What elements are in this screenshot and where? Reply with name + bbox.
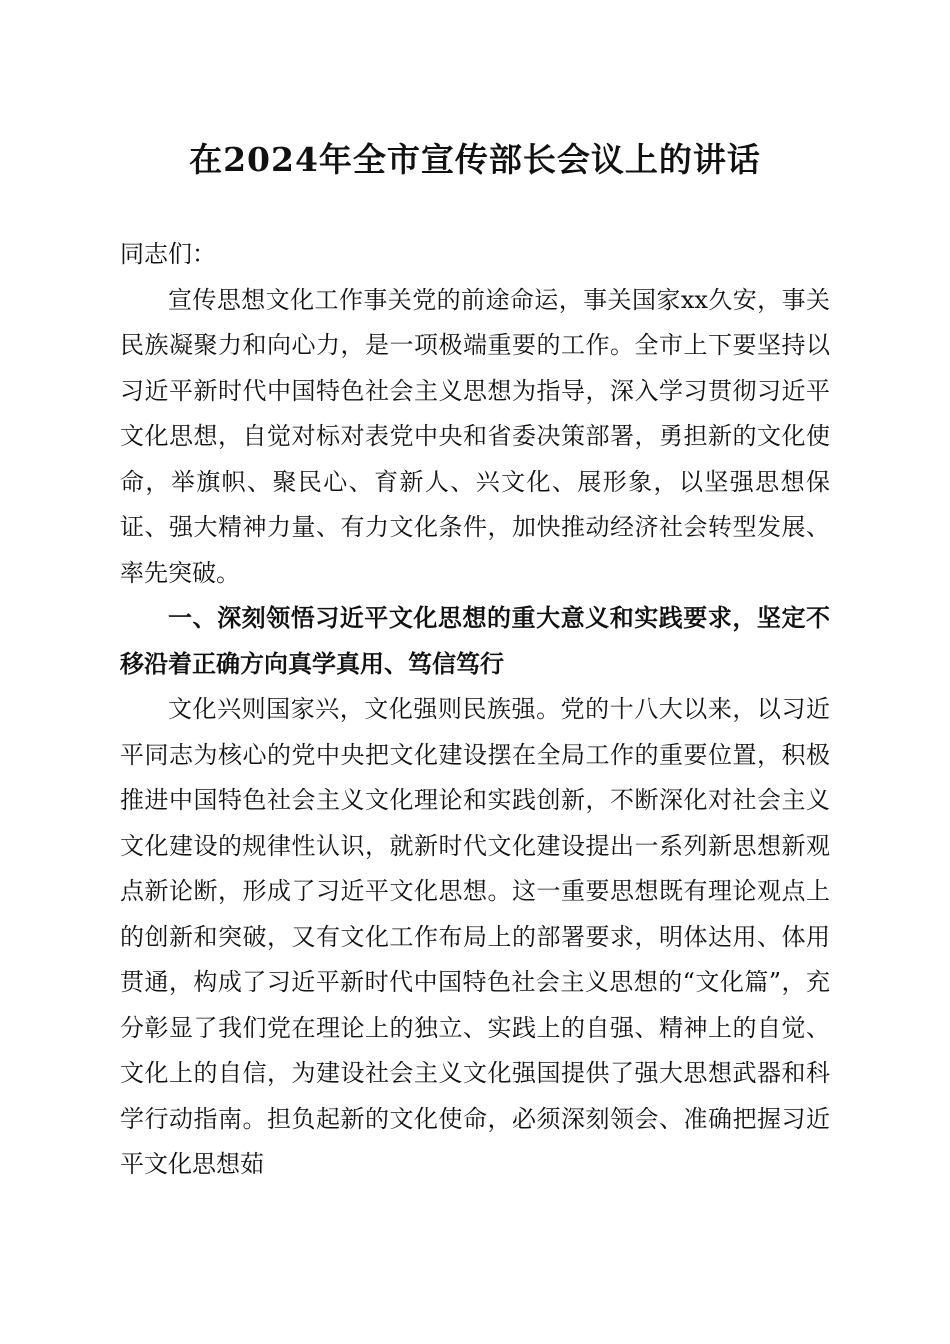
section-heading: 一、深刻领悟习近平文化思想的重大意义和实践要求，坚定不移沿着正确方向真学真用、笃信笃行: [120, 604, 830, 678]
section-paragraph: 文化兴则国家兴，文化强则民族强。党的十八大以来，以习近平同志为核心的党中央把文化建设摆在全局工作的重要位置，积极推进中国特色社会主义文化理论和实践创新，不断深化对社会主义文化建设的规律性认识，就新时代文化建设提出一系列新思想新观点新论断，形成了习近平文化思想。这一重要思想既有理论观点上的创新和突破，又有文化工作布局上的部署要求，明体达用、体用贯通，构成了习近平新时代中国特色社会主义思想的“文化篇”，充分彰显了我们党在理论上的独立、实践上的自强、精神上的自觉、文化上的自信，为建设社会主义文化强国提供了强大思想武器和科学行动指南。担负起新的文化使命，必须深刻领会、准确把握习近平文化思想茹: [120, 695, 830, 1178]
document-title: 在2024年全市宣传部长会议上的讲话: [189, 140, 761, 179]
intro-paragraph: 宣传思想文化工作事关党的前途命运，事关国家xx久安，事关民族凝聚力和向心力，是一项极端重要的工作。全市上下要坚持以习近平新时代中国特色社会主义思想为指导，深入学习贯彻习近平文化思想，自觉对标对表党中央和省委决策部署，勇担新的文化使命，举旗帜、聚民心、育新人、兴文化、展形象，以坚强思想保证、强大精神力量、有力文化条件，加快推动经济社会转型发展、率先突破。: [120, 285, 830, 587]
salutation: 同志们：: [120, 240, 216, 268]
document-body: [120, 232, 830, 1188]
